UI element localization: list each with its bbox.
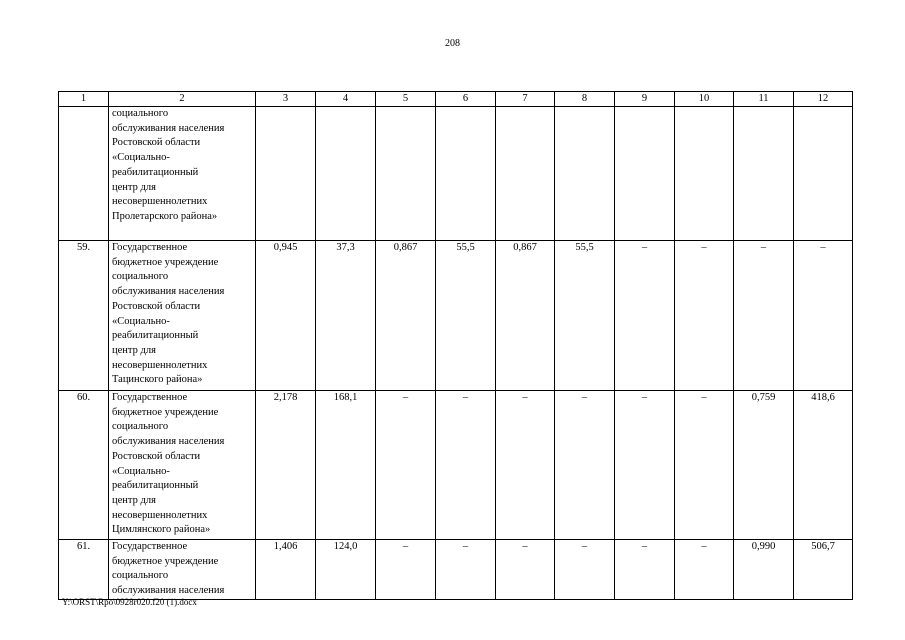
value-cell: –: [376, 391, 436, 540]
value-cell: –: [496, 391, 555, 540]
column-header: 7: [496, 92, 555, 107]
value-cell: 1,406: [256, 540, 316, 600]
table-row: [59, 241, 853, 391]
value-cell: [675, 107, 734, 241]
institution-name-line: Тацинского района»: [112, 374, 203, 386]
institution-name-line: «Социально-: [112, 152, 170, 164]
institution-name-line: обслуживания населения: [112, 585, 225, 597]
institution-name-line: Государственное: [112, 541, 188, 552]
value-cell: 418,6: [794, 391, 853, 540]
institution-name: [109, 107, 256, 241]
column-header: 3: [256, 92, 316, 107]
institution-name-line: Ростовской области: [112, 450, 201, 462]
institution-name-line: центр для: [112, 344, 156, 356]
page-number: 208: [445, 38, 460, 49]
institution-name-line: Пролетарского района»: [112, 210, 218, 222]
table-row: [59, 107, 853, 241]
institution-name-line: реабилитационный: [112, 330, 199, 342]
institution-name-line: реабилитационный: [112, 480, 199, 492]
institution-name-line: Ростовской области: [112, 137, 201, 149]
value-cell: –: [734, 241, 794, 391]
institution-name-line: бюджетное учреждение: [112, 256, 219, 268]
data-table: [58, 91, 853, 600]
column-header: 11: [734, 92, 794, 107]
table-row: [59, 540, 853, 600]
value-cell: 2,178: [256, 391, 316, 540]
column-header: 2: [109, 92, 256, 107]
value-cell: 0,945: [256, 241, 316, 391]
institution-name-line: реабилитационный: [112, 166, 199, 178]
file-path-footer: Y:\ORST\Rpo\0928r020.f20 (1).docx: [62, 597, 197, 607]
value-cell: –: [615, 241, 675, 391]
table-header-row: [59, 92, 853, 107]
institution-name-line: бюджетное учреждение: [112, 406, 219, 418]
column-header: 9: [615, 92, 675, 107]
value-cell: –: [436, 540, 496, 600]
value-cell: –: [376, 540, 436, 600]
value-cell: [316, 107, 376, 241]
value-cell: 0,867: [376, 241, 436, 391]
value-cell: –: [555, 540, 615, 600]
institution-name-line: Государственное: [112, 392, 188, 403]
column-header: 8: [555, 92, 615, 107]
column-header: 1: [59, 92, 109, 107]
value-cell: –: [615, 540, 675, 600]
row-number: 59.: [59, 241, 109, 391]
column-header: 4: [316, 92, 376, 107]
institution-name: [109, 241, 256, 391]
value-cell: –: [615, 391, 675, 540]
institution-name-line: социального: [112, 570, 169, 582]
institution-name-line: «Социально-: [112, 465, 170, 477]
value-cell: [256, 107, 316, 241]
value-cell: 0,990: [734, 540, 794, 600]
institution-name-line: Ростовской области: [112, 300, 201, 312]
institution-name: [109, 391, 256, 540]
value-cell: [376, 107, 436, 241]
value-cell: 506,7: [794, 540, 853, 600]
value-cell: 168,1: [316, 391, 376, 540]
value-cell: 124,0: [316, 540, 376, 600]
institution-name-line: несовершеннолетних: [112, 359, 208, 371]
institution-name-line: Государственное: [112, 242, 188, 253]
value-cell: 55,5: [555, 241, 615, 391]
institution-name-line: социального: [112, 271, 169, 283]
value-cell: [615, 107, 675, 241]
institution-name-line: «Социально-: [112, 315, 170, 327]
value-cell: –: [555, 391, 615, 540]
institution-name-line: центр для: [112, 181, 156, 193]
institution-name-line: обслуживания населения: [112, 286, 225, 298]
value-cell: –: [675, 391, 734, 540]
row-number: 60.: [59, 391, 109, 540]
value-cell: [794, 107, 853, 241]
row-number: [59, 107, 109, 241]
column-header: 12: [794, 92, 853, 107]
value-cell: 37,3: [316, 241, 376, 391]
institution-name-line: центр для: [112, 494, 156, 506]
institution-name-line: бюджетное учреждение: [112, 555, 219, 567]
value-cell: 55,5: [436, 241, 496, 391]
institution-name-line: несовершеннолетних: [112, 196, 208, 208]
column-header: 6: [436, 92, 496, 107]
institution-name-line: несовершеннолетних: [112, 509, 208, 521]
institution-name-line: обслуживания населения: [112, 436, 225, 448]
institution-name-line: Цимлянского района»: [112, 524, 211, 536]
column-header: 10: [675, 92, 734, 107]
value-cell: [734, 107, 794, 241]
table-row: [59, 391, 853, 540]
value-cell: 0,759: [734, 391, 794, 540]
institution-name-line: социального: [112, 108, 169, 119]
value-cell: [555, 107, 615, 241]
value-cell: 0,867: [496, 241, 555, 391]
column-header: 5: [376, 92, 436, 107]
institution-name-line: обслуживания населения: [112, 122, 225, 134]
value-cell: –: [675, 540, 734, 600]
value-cell: –: [436, 391, 496, 540]
value-cell: [436, 107, 496, 241]
row-number: 61.: [59, 540, 109, 600]
value-cell: –: [675, 241, 734, 391]
value-cell: –: [496, 540, 555, 600]
institution-name: [109, 540, 256, 600]
institution-name-line: социального: [112, 421, 169, 433]
value-cell: [496, 107, 555, 241]
value-cell: –: [794, 241, 853, 391]
